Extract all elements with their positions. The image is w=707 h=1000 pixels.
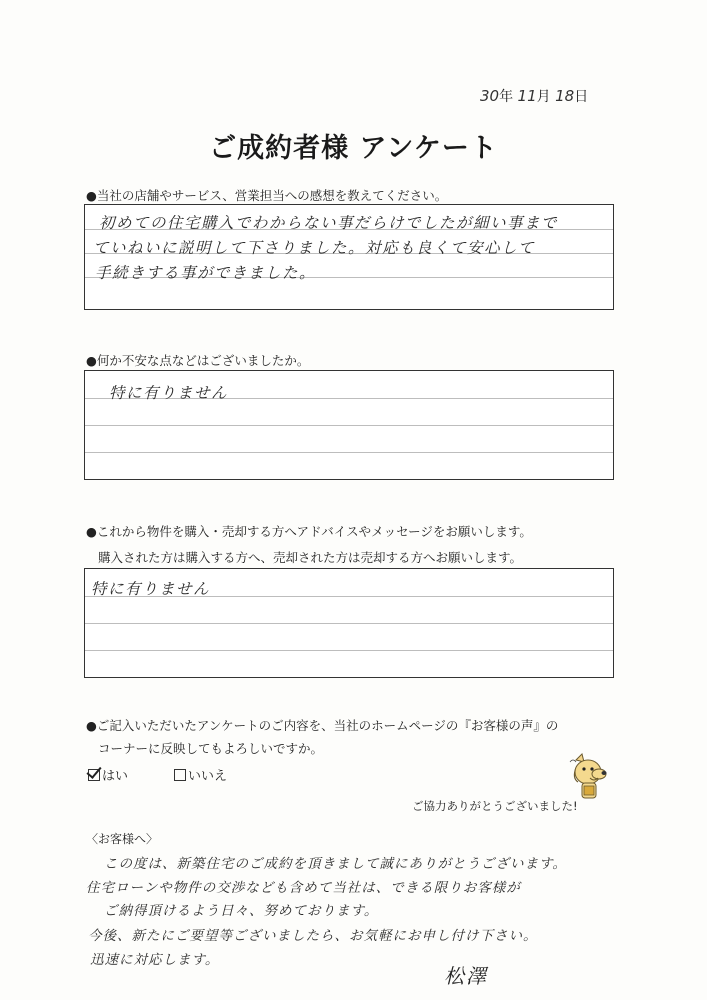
dog-mascot-icon (568, 752, 620, 802)
message-line-5: 迅速に対応します。 (90, 952, 220, 968)
message-line-2: 住宅ローンや物件の交渉なども含めて当社は、できる限りお客様が (86, 880, 521, 896)
signature: 松澤 (444, 964, 488, 988)
survey-date (480, 86, 588, 106)
consent-no-label: いいえ (188, 769, 228, 784)
q1-answer-line-2: ていねいに説明して下さりました。対応も良くて安心して (93, 239, 536, 257)
q2-label: ●何か不安な点などはございましたか。 (86, 353, 310, 368)
consent-no-option[interactable] (174, 765, 227, 784)
date-year: 30 (480, 87, 500, 105)
date-day-suffix: 日 (574, 89, 589, 105)
q1-answer-line-3: 手続きする事ができました。 (95, 264, 317, 282)
date-month: 11 (517, 87, 537, 105)
q4-label-line-1: ●ご記入いただいたアンケートのご内容を、当社のホームページの『お客様の声』の (86, 718, 559, 733)
message-heading: 〈お客様へ〉 (86, 832, 159, 846)
q1-answer-box (84, 204, 614, 310)
thanks-message: ご協力ありがとうございました! (412, 799, 578, 813)
q3-sublabel: 購入された方は購入する方へ、売却された方は売却する方へお願いします。 (98, 550, 523, 565)
page-title: ご成約者様 アンケート (209, 133, 498, 164)
consent-no-checkbox[interactable] (174, 769, 186, 781)
q2-answer-line-1: 特に有りません (109, 384, 229, 402)
message-line-3: ご納得頂けるよう日々、努めております。 (104, 903, 379, 919)
q4-label-line-2: コーナーに反映してもよろしいですか。 (98, 741, 324, 756)
q3-answer-box (84, 568, 614, 678)
date-month-suffix: 月 (536, 89, 551, 105)
q1-label: ●当社の店舗やサービス、営業担当への感想を教えてください。 (86, 188, 448, 203)
message-line-1: この度は、新築住宅のご成約を頂きまして誠にありがとうございます。 (104, 856, 567, 872)
date-year-suffix: 年 (499, 89, 514, 105)
q3-answer-line-1: 特に有りません (91, 580, 211, 598)
consent-yes-checkbox[interactable] (88, 769, 100, 781)
q1-answer-line-1: 初めての住宅購入でわからない事だらけでしたが細い事まで (99, 214, 559, 232)
consent-yes-option[interactable] (88, 765, 128, 784)
date-day: 18 (555, 87, 575, 105)
q3-label: ●これから物件を購入・売却する方へアドバイスやメッセージをお願いします。 (86, 524, 532, 539)
message-line-4: 今後、新たにご要望等ございましたら、お気軽にお申し付け下さい。 (88, 928, 538, 944)
consent-yes-label: はい (102, 769, 129, 784)
q2-answer-box (84, 370, 614, 480)
